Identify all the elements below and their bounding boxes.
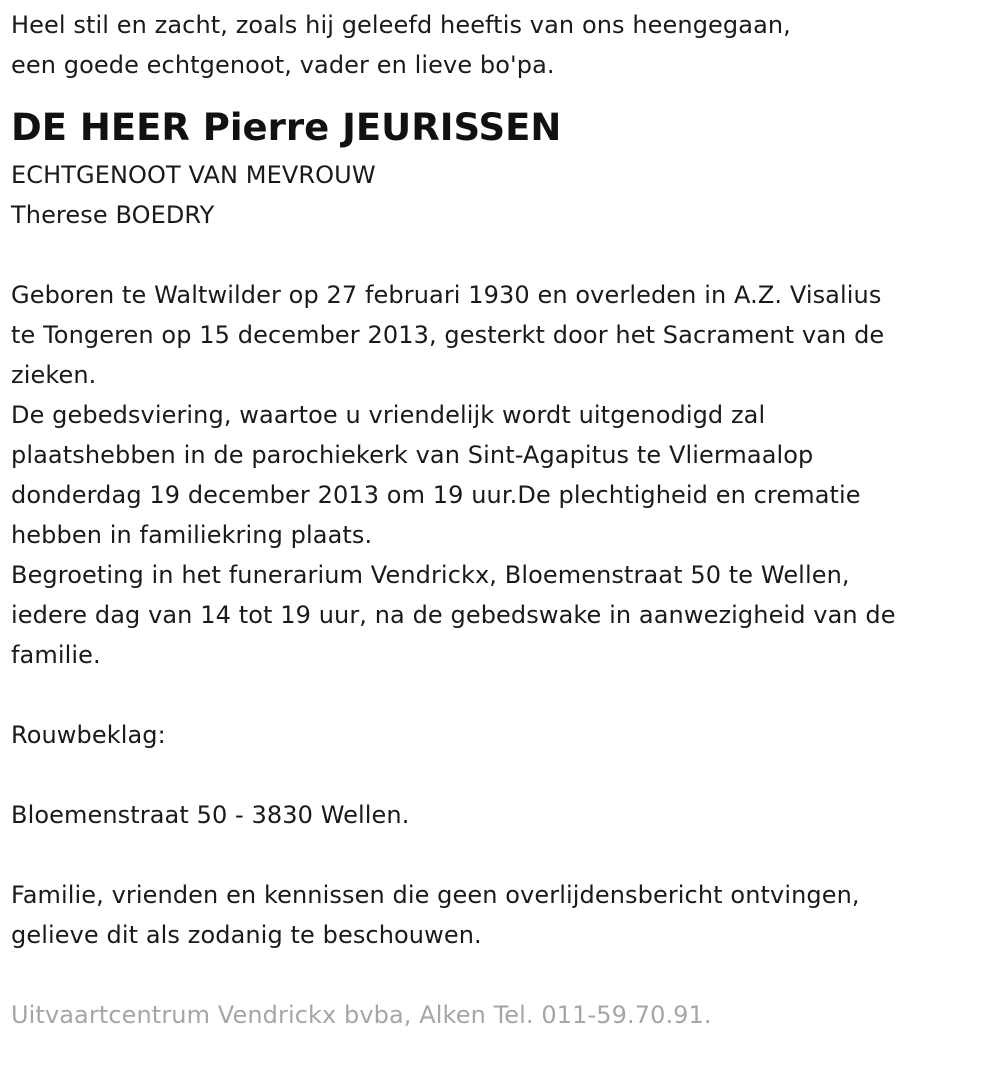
detail-line-9: iedere dag van 14 tot 19 uur, na de gebedswake in aanwezigheid van de: [11, 601, 896, 629]
funeral-home-footer: Uitvaartcentrum Vendrickx bvba, Alken Tel. 011-59.70.91.: [11, 1001, 712, 1029]
spacer: [11, 955, 986, 995]
detail-line-8: Begroeting in het funerarium Vendrickx, Bloemenstraat 50 te Wellen,: [11, 561, 850, 589]
death-notice: [11, 5, 986, 1035]
intro-line-1: Heel stil en zacht, zoals hij geleefd heeftis van ons heengegaan,: [11, 11, 791, 39]
detail-line-4: De gebedsviering, waartoe u vriendelijk wordt uitgenodigd zal: [11, 401, 766, 429]
spouse-name: Therese BOEDRY: [11, 201, 215, 229]
spacer: [11, 755, 986, 795]
spacer: [11, 675, 986, 715]
detail-line-2: te Tongeren op 15 december 2013, gesterkt door het Sacrament van de: [11, 321, 885, 349]
detail-line-7: hebben in familiekring plaats.: [11, 521, 373, 549]
detail-line-3: zieken.: [11, 361, 97, 389]
relation-line: ECHTGENOOT VAN MEVROUW: [11, 161, 376, 189]
closing-line-2: gelieve dit als zodanig te beschouwen.: [11, 921, 482, 949]
detail-line-10: familie.: [11, 641, 101, 669]
spacer: [11, 835, 986, 875]
detail-line-1: Geboren te Waltwilder op 27 februari 1930 en overleden in A.Z. Visalius: [11, 281, 882, 309]
deceased-name: DE HEER Pierre JEURISSEN: [11, 106, 562, 149]
condolences-label: Rouwbeklag:: [11, 721, 166, 749]
spacer: [11, 235, 986, 275]
closing-line-1: Familie, vrienden en kennissen die geen overlijdensbericht ontvingen,: [11, 881, 860, 909]
intro-line-2: een goede echtgenoot, vader en lieve bo'pa.: [11, 51, 555, 79]
detail-line-5: plaatshebben in de parochiekerk van Sint-Agapitus te Vliermaalop: [11, 441, 814, 469]
condolences-address: Bloemenstraat 50 - 3830 Wellen.: [11, 801, 410, 829]
detail-line-6: donderdag 19 december 2013 om 19 uur.De plechtigheid en crematie: [11, 481, 861, 509]
